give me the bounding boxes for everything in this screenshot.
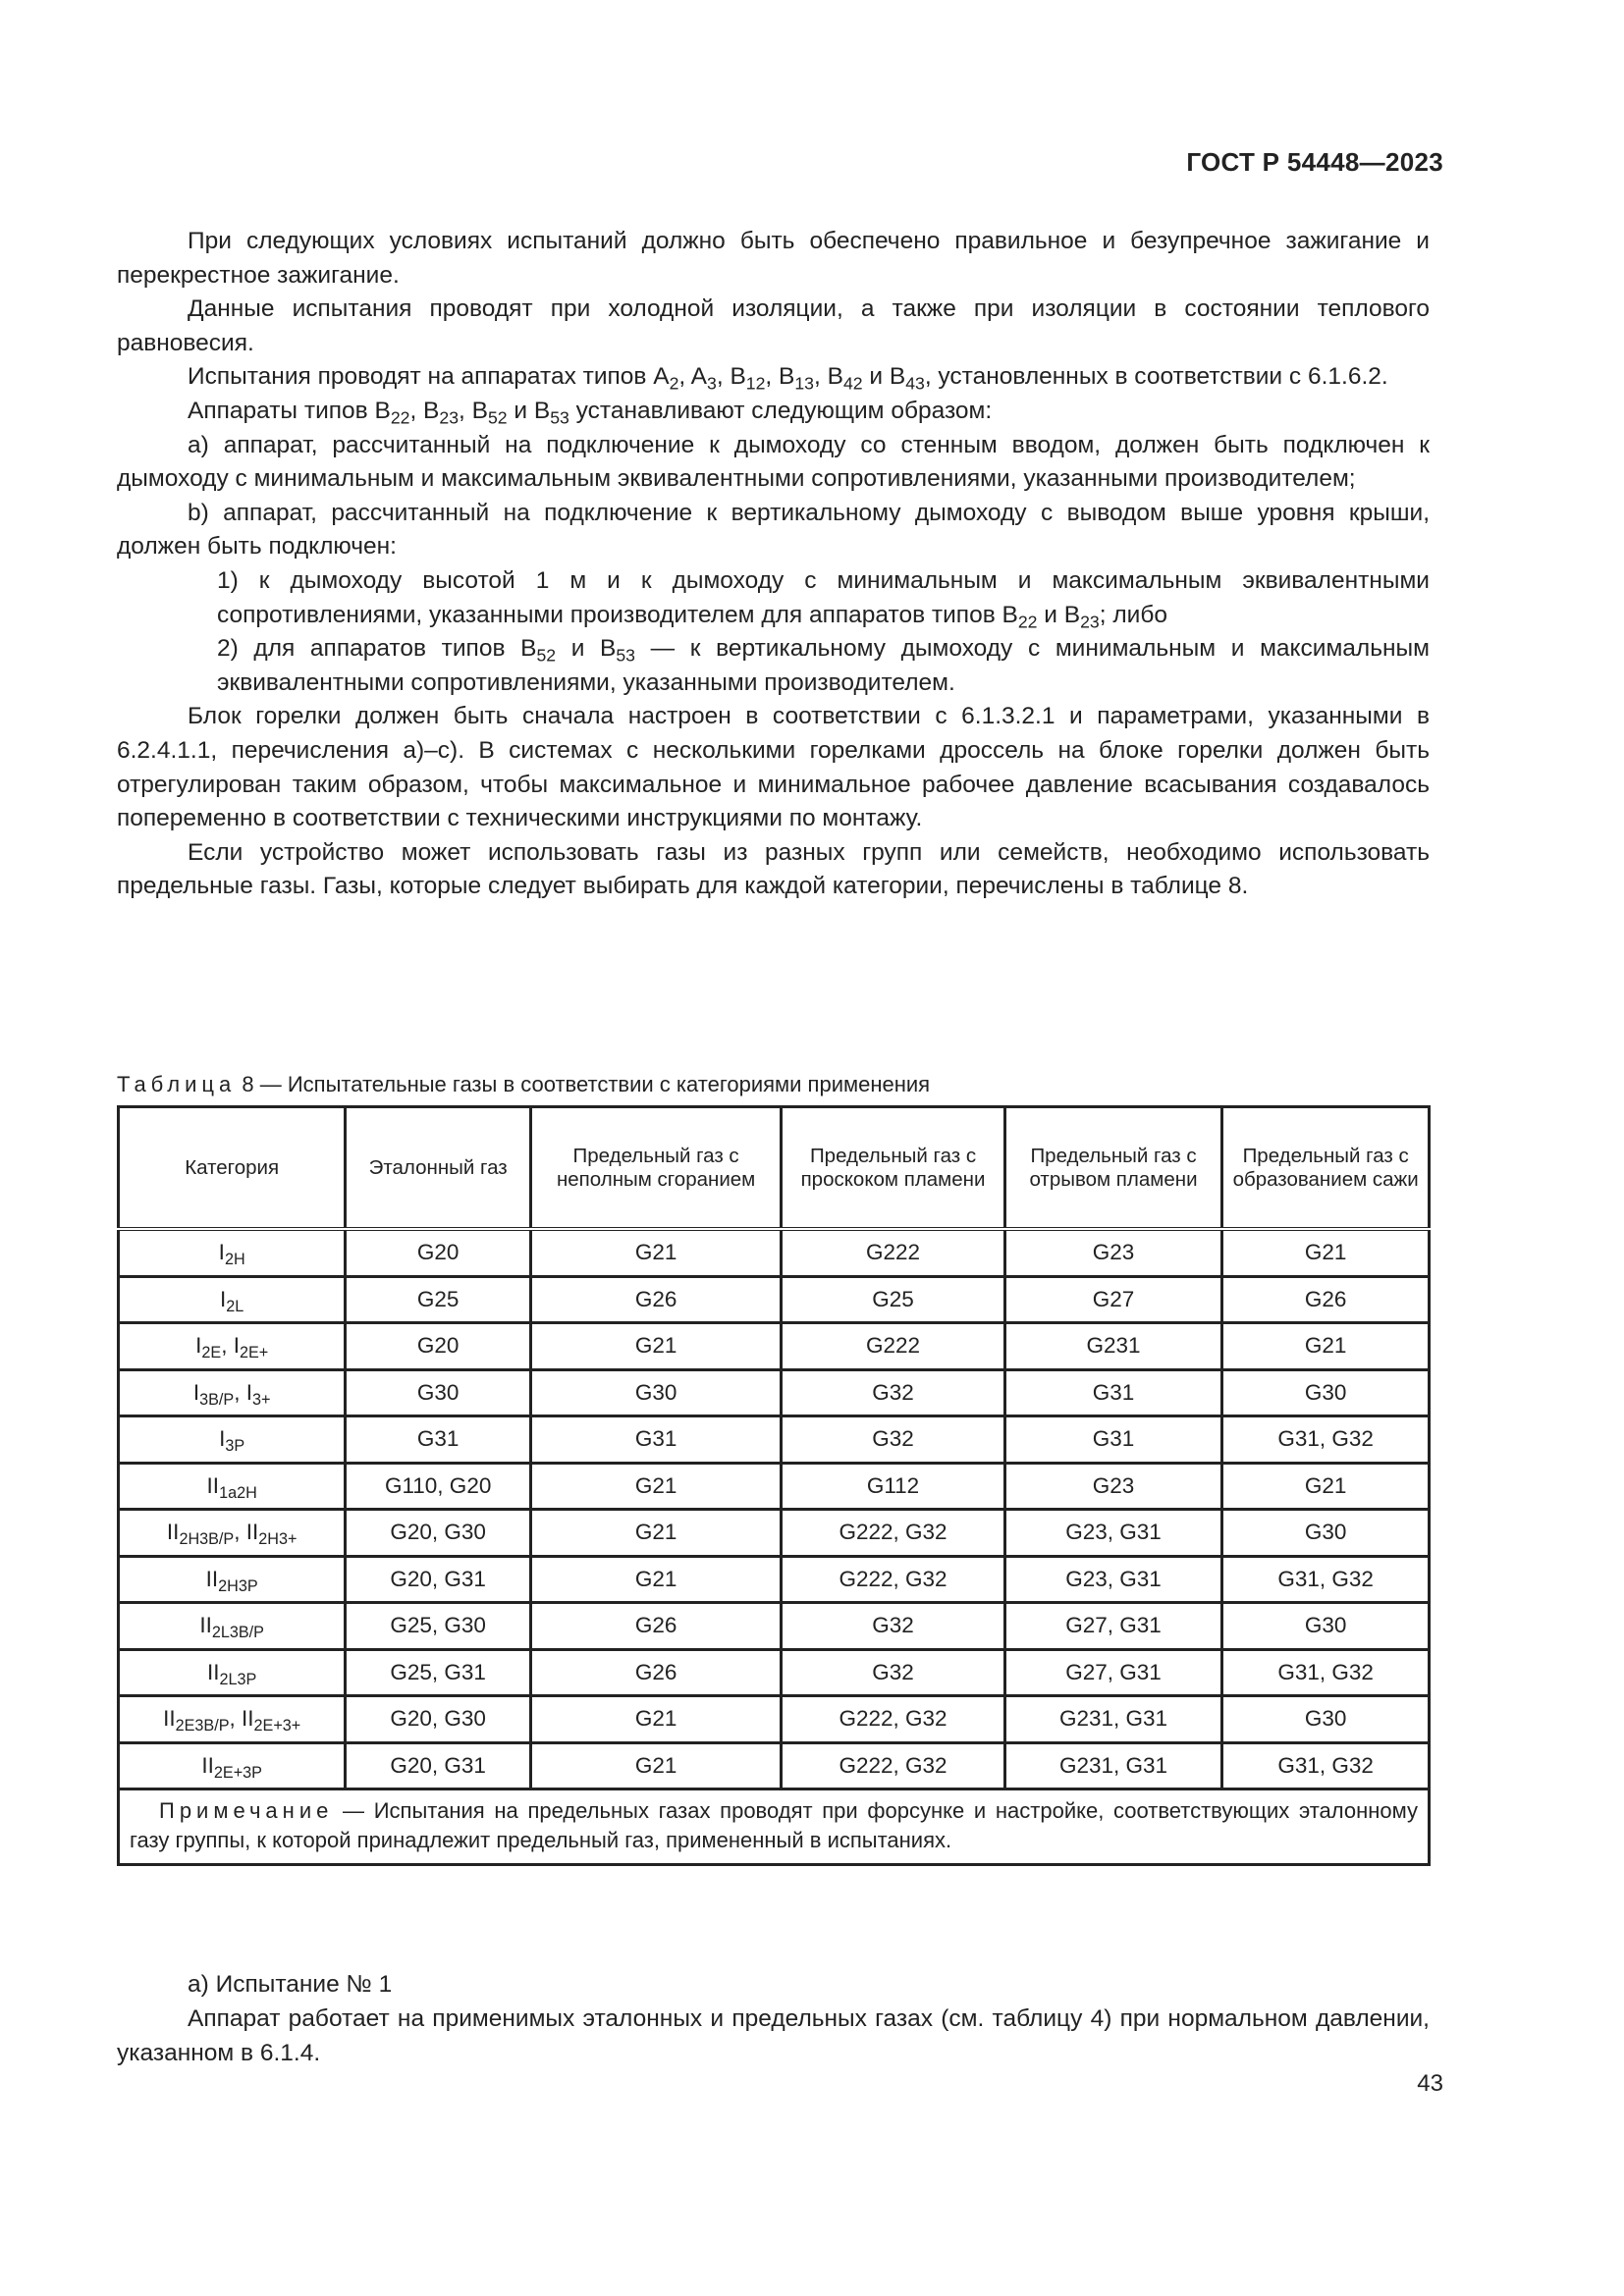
category-cell: $I_{3B/P}$, $I_{3+}$ <box>119 1369 346 1416</box>
lightback-cell: G222, G32 <box>782 1742 1004 1789</box>
liftoff-cell: G23, G31 <box>1004 1510 1222 1557</box>
incomplete-cell: G21 <box>530 1229 781 1276</box>
body-text <box>117 225 1430 904</box>
liftoff-cell: G27 <box>1004 1276 1222 1323</box>
ref-cell: G20, G30 <box>346 1510 531 1557</box>
header-reference-gas: Эталонный газ <box>346 1107 531 1230</box>
soot-cell: G30 <box>1222 1696 1430 1743</box>
table-row <box>119 1323 1430 1370</box>
ref-cell: G20, G31 <box>346 1556 531 1603</box>
ref-cell: G31 <box>346 1416 531 1464</box>
list-item-test-1: а) Испытание № 1 <box>188 1971 393 1998</box>
category-cell: $II_{2E+3P}$ <box>119 1742 346 1789</box>
category-cell: $II_{1a2H}$ <box>119 1463 346 1510</box>
liftoff-cell: G27, G31 <box>1004 1649 1222 1696</box>
category-cell: $II_{2E3B/P}$, $II_{2E+3+}$ <box>119 1696 346 1743</box>
table-row <box>119 1696 1430 1743</box>
liftoff-cell: G23 <box>1004 1229 1222 1276</box>
incomplete-cell: G21 <box>530 1463 781 1510</box>
list-item-1: 1) к дымоходу высотой 1 м и к дымоходу с минимальным и максимальным эквивалентными сопротивлениями, указанными производителем для аппаратов типов $B_{22}$ и $B_{23}$; либо <box>217 566 1430 632</box>
incomplete-cell: G26 <box>530 1276 781 1323</box>
category-cell: $II_{2H3P}$ <box>119 1556 346 1603</box>
soot-cell: G31, G32 <box>1222 1416 1430 1464</box>
ref-cell: G20 <box>346 1229 531 1276</box>
soot-cell: G31, G32 <box>1222 1556 1430 1603</box>
table-header-row <box>119 1107 1430 1230</box>
lightback-cell: G32 <box>782 1603 1004 1650</box>
paragraph: Если устройство может использовать газы из разных групп или семейств, необходимо использовать предельные газы. Газы, которые следует выбирать для каждой категории, перечислены в таблице 8. <box>117 838 1430 900</box>
category-cell: $I_{2L}$ <box>119 1276 346 1323</box>
ref-cell: G25, G30 <box>346 1603 531 1650</box>
soot-cell: G31, G32 <box>1222 1649 1430 1696</box>
category-cell: $I_{3P}$ <box>119 1416 346 1464</box>
lightback-cell: G222 <box>782 1229 1004 1276</box>
table-row <box>119 1510 1430 1557</box>
liftoff-cell: G231 <box>1004 1323 1222 1370</box>
soot-cell: G21 <box>1222 1463 1430 1510</box>
liftoff-cell: G231, G31 <box>1004 1696 1222 1743</box>
lightback-cell: G112 <box>782 1463 1004 1510</box>
incomplete-cell: G21 <box>530 1323 781 1370</box>
liftoff-cell: G31 <box>1004 1369 1222 1416</box>
lightback-cell: G25 <box>782 1276 1004 1323</box>
header-sooting: Предельный газ с образованием сажи <box>1222 1107 1430 1230</box>
table-row <box>119 1556 1430 1603</box>
soot-cell: G31, G32 <box>1222 1742 1430 1789</box>
incomplete-cell: G31 <box>530 1416 781 1464</box>
incomplete-cell: G21 <box>530 1742 781 1789</box>
liftoff-cell: G23 <box>1004 1463 1222 1510</box>
header-light-back: Предельный газ с проскоком пламени <box>782 1107 1004 1230</box>
ref-cell: G25, G31 <box>346 1649 531 1696</box>
lightback-cell: G32 <box>782 1416 1004 1464</box>
incomplete-cell: G26 <box>530 1603 781 1650</box>
table-caption: Таблица 8 — Испытательные газы в соответствии с категориями применения <box>117 1072 931 1096</box>
lightback-cell: G32 <box>782 1369 1004 1416</box>
table-row <box>119 1603 1430 1650</box>
table-row <box>119 1416 1430 1464</box>
page-number: 43 <box>1417 2070 1443 2097</box>
soot-cell: G30 <box>1222 1369 1430 1416</box>
incomplete-cell: G21 <box>530 1510 781 1557</box>
table-note-row <box>119 1789 1430 1865</box>
soot-cell: G30 <box>1222 1510 1430 1557</box>
category-cell: $I_{2H}$ <box>119 1229 346 1276</box>
ref-cell: G25 <box>346 1276 531 1323</box>
incomplete-cell: G21 <box>530 1696 781 1743</box>
incomplete-cell: G26 <box>530 1649 781 1696</box>
incomplete-cell: G21 <box>530 1556 781 1603</box>
table-row <box>119 1229 1430 1276</box>
soot-cell: G21 <box>1222 1229 1430 1276</box>
lightback-cell: G222, G32 <box>782 1696 1004 1743</box>
liftoff-cell: G231, G31 <box>1004 1742 1222 1789</box>
liftoff-cell: G23, G31 <box>1004 1556 1222 1603</box>
ref-cell: G20 <box>346 1323 531 1370</box>
document-code: ГОСТ Р 54448—2023 <box>1186 147 1443 177</box>
header-incomplete-combustion: Предельный газ с неполным сгоранием <box>530 1107 781 1230</box>
liftoff-cell: G27, G31 <box>1004 1603 1222 1650</box>
ref-cell: G30 <box>346 1369 531 1416</box>
category-cell: $II_{2L3P}$ <box>119 1649 346 1696</box>
soot-cell: G21 <box>1222 1323 1430 1370</box>
paragraph: Блок горелки должен быть сначала настроен в соответствии с 6.1.3.2.1 и параметрами, указанными в 6.2.4.1.1, перечисления а)–с). В системах с несколькими горелками дроссель на блоке горелки должен быть отрегулирован таким образом, чтобы максимальное и минимальное рабочее давление всасывания создавалось попеременно в соответствии с техническими инструкциями по монтажу. <box>117 703 1430 832</box>
test-gases-table <box>117 1105 1431 1866</box>
soot-cell: G26 <box>1222 1276 1430 1323</box>
table-row <box>119 1369 1430 1416</box>
lightback-cell: G222, G32 <box>782 1510 1004 1557</box>
liftoff-cell: G31 <box>1004 1416 1222 1464</box>
category-cell: $II_{2L3B/P}$ <box>119 1603 346 1650</box>
list-item-b: b) аппарат, рассчитанный на подключение к вертикальному дымоходу с выводом выше уровня крыши, должен быть подключен: <box>117 499 1430 561</box>
list-item-2: 2) для аппаратов типов $B_{52}$ и $B_{53}$ — к вертикальному дымоходу с минимальным и максимальным эквивалентными сопротивлениями, указанными производителем. <box>217 635 1430 696</box>
ref-cell: G110, G20 <box>346 1463 531 1510</box>
lightback-cell: G222 <box>782 1323 1004 1370</box>
header-category: Категория <box>119 1107 346 1230</box>
category-cell: $II_{2H3B/P}$, $II_{2H3+}$ <box>119 1510 346 1557</box>
lightback-cell: G32 <box>782 1649 1004 1696</box>
paragraph: При следующих условиях испытаний должно быть обеспечено правильное и безупречное зажигание и перекрестное зажигание. <box>117 228 1430 289</box>
table-row <box>119 1463 1430 1510</box>
paragraph: Испытания проводят на аппаратах типов $A_2$, $A_3$, $B_{12}$, $B_{13}$, $B_{42}$ и $B_{43}$, установленных в соответствии с 6.1.6.2. <box>188 363 1388 395</box>
soot-cell: G30 <box>1222 1603 1430 1650</box>
table-row <box>119 1276 1430 1323</box>
list-item-a: a) аппарат, рассчитанный на подключение к дымоходу со стенным вводом, должен быть подключен к дымоходу с минимальным и максимальным эквивалентными сопротивлениями, указанными производителем; <box>117 431 1430 493</box>
category-cell: $I_{2E}$, $I_{2E+}$ <box>119 1323 346 1370</box>
lightback-cell: G222, G32 <box>782 1556 1004 1603</box>
table-note: Примечание — Испытания на предельных газах проводят при форсунке и настройке, соответствующих эталонному газу группы, к которой принадлежит предельный газ, примененный в испытаниях. <box>119 1789 1430 1865</box>
paragraph: Аппараты типов $B_{22}$, $B_{23}$, $B_{52}$ и $B_{53}$ устанавливают следующим образом: <box>188 397 993 428</box>
table-row <box>119 1649 1430 1696</box>
paragraph: Аппарат работает на применимых эталонных и предельных газах (см. таблицу 4) при нормальном давлении, указанном в 6.1.4. <box>117 2005 1430 2066</box>
incomplete-cell: G30 <box>530 1369 781 1416</box>
paragraph: Данные испытания проводят при холодной изоляции, а также при изоляции в состоянии теплового равновесия. <box>117 295 1430 356</box>
header-flame-lift: Предельный газ с отрывом пламени <box>1004 1107 1222 1230</box>
ref-cell: G20, G30 <box>346 1696 531 1743</box>
table-row <box>119 1742 1430 1789</box>
ref-cell: G20, G31 <box>346 1742 531 1789</box>
test-section <box>117 1967 1430 2070</box>
